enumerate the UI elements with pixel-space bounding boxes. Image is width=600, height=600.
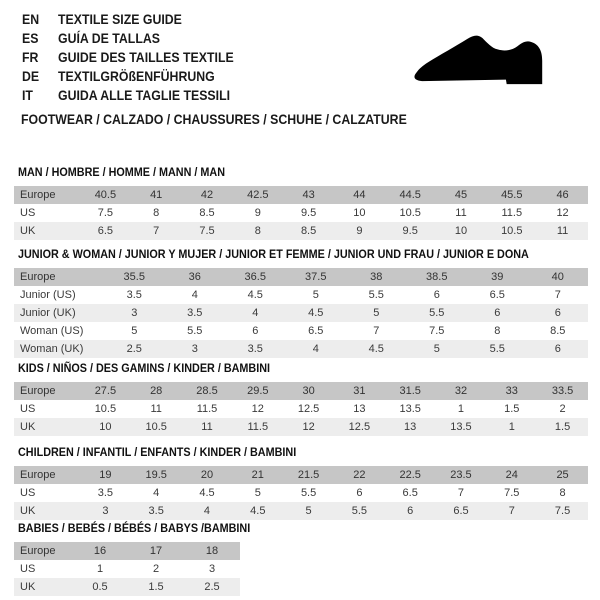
size-cell: 3.5 bbox=[247, 343, 263, 355]
section-title: KIDS / NIÑOS / DES GAMINS / KINDER / BAMBINI bbox=[18, 361, 271, 375]
size-cell: 22.5 bbox=[399, 469, 421, 481]
section-title: BABIES / BEBÉS / BÉBÉS / BABYS /BAMBINI bbox=[18, 521, 251, 535]
size-cell: 6 bbox=[407, 505, 414, 517]
language-row bbox=[22, 86, 258, 105]
size-cell: 5.5 bbox=[368, 289, 384, 301]
size-cell: 24 bbox=[505, 469, 518, 481]
size-cell: 13 bbox=[353, 403, 366, 415]
size-cell: 31.5 bbox=[399, 385, 421, 397]
language-list bbox=[22, 10, 258, 105]
size-cell: 3 bbox=[131, 307, 138, 319]
size-cell: 7.5 bbox=[504, 487, 520, 499]
size-cell: 9.5 bbox=[300, 207, 317, 219]
table-row bbox=[14, 222, 588, 240]
row-label: Europe bbox=[20, 189, 56, 201]
size-cell: 42.5 bbox=[247, 189, 269, 201]
language-label: TEXTILGRÖßENFÜHRUNG bbox=[58, 68, 215, 84]
row-label: UK bbox=[20, 421, 36, 433]
row-label: UK bbox=[20, 225, 36, 237]
size-cell: 3 bbox=[191, 343, 198, 355]
table-row bbox=[14, 204, 588, 222]
size-cell: 29.5 bbox=[247, 385, 269, 397]
size-cell: 37.5 bbox=[305, 271, 327, 283]
section-junior-woman bbox=[14, 248, 588, 358]
size-cell: 25 bbox=[556, 469, 569, 481]
table-row bbox=[14, 578, 240, 596]
size-cell: 19 bbox=[99, 469, 112, 481]
size-cell: 3.5 bbox=[148, 505, 164, 517]
size-cell: 3.5 bbox=[97, 487, 114, 499]
size-cell: 1.5 bbox=[554, 421, 571, 433]
size-cell: 23.5 bbox=[450, 469, 472, 481]
size-cell: 45.5 bbox=[501, 189, 523, 201]
size-cell: 5 bbox=[312, 289, 319, 301]
row-label: Europe bbox=[20, 469, 56, 481]
row-label: US bbox=[20, 403, 36, 415]
size-cell: 7.5 bbox=[199, 225, 215, 237]
size-cell: 3.5 bbox=[126, 289, 142, 301]
size-cell: 6 bbox=[252, 325, 259, 337]
table-row bbox=[14, 340, 588, 358]
size-cell: 16 bbox=[93, 545, 107, 557]
size-cell: 12.5 bbox=[297, 403, 320, 415]
section-title: CHILDREN / INFANTIL / ENFANTS / KINDER / BAMBINI bbox=[18, 445, 297, 459]
size-cell: 6.5 bbox=[489, 289, 505, 301]
size-cell: 6 bbox=[356, 487, 363, 499]
size-cell: 4 bbox=[203, 505, 211, 517]
size-cell: 39 bbox=[491, 271, 504, 283]
size-cell: 11 bbox=[455, 207, 467, 219]
size-cell: 4.5 bbox=[199, 487, 215, 499]
table-row bbox=[14, 466, 588, 484]
size-cell: 5.5 bbox=[429, 307, 445, 319]
size-cell: 6.5 bbox=[402, 487, 418, 499]
row-label: Woman (UK) bbox=[20, 343, 84, 355]
size-cell: 44.5 bbox=[399, 189, 421, 201]
size-cell: 32 bbox=[454, 385, 468, 397]
size-cell: 7.5 bbox=[554, 505, 571, 517]
language-row bbox=[22, 67, 258, 86]
size-cell: 21 bbox=[251, 469, 264, 481]
size-cell: 41 bbox=[150, 189, 163, 201]
row-label: UK bbox=[20, 581, 36, 593]
size-cell: 1 bbox=[508, 421, 515, 433]
size-cell: 12.5 bbox=[348, 421, 371, 433]
language-code: DE bbox=[22, 68, 40, 84]
row-label: US bbox=[20, 207, 36, 219]
size-cell: 10 bbox=[99, 421, 112, 433]
size-cell: 4 bbox=[191, 289, 198, 301]
size-cell: 10.5 bbox=[399, 207, 421, 219]
size-cell: 4 bbox=[252, 307, 259, 319]
table-row bbox=[14, 382, 588, 400]
size-cell: 22 bbox=[353, 469, 366, 481]
size-cell: 6.5 bbox=[97, 225, 114, 237]
language-label: GUIDA ALLE TAGLIE TESSILI bbox=[58, 87, 231, 103]
size-cell: 6 bbox=[554, 307, 561, 319]
size-cell: 30 bbox=[302, 385, 315, 397]
size-cell: 43 bbox=[302, 189, 315, 201]
section-children bbox=[14, 446, 588, 520]
size-cell: 13.5 bbox=[450, 421, 472, 433]
row-label: UK bbox=[20, 505, 36, 517]
size-cell: 2 bbox=[152, 563, 160, 575]
size-cell: 31 bbox=[353, 385, 366, 397]
section-kids bbox=[14, 362, 588, 436]
size-cell: 3 bbox=[208, 563, 216, 575]
size-cell: 1.5 bbox=[148, 581, 164, 593]
size-cell: 4 bbox=[312, 343, 319, 355]
size-cell: 5.5 bbox=[187, 325, 203, 337]
row-label: Junior (US) bbox=[20, 289, 76, 301]
size-cell: 8 bbox=[153, 207, 160, 219]
language-row bbox=[22, 29, 258, 48]
size-cell: 11.5 bbox=[501, 207, 523, 219]
size-cell: 10.5 bbox=[145, 421, 167, 433]
size-cell: 13.5 bbox=[399, 403, 421, 415]
table-row bbox=[14, 268, 588, 286]
size-cell: 5 bbox=[433, 343, 440, 355]
size-cell: 8 bbox=[559, 487, 566, 499]
row-label: Woman (US) bbox=[20, 325, 84, 337]
size-cell: 27.5 bbox=[94, 385, 117, 397]
size-cell: 7 bbox=[457, 487, 465, 499]
table-row bbox=[14, 542, 240, 560]
size-cell: 40 bbox=[551, 271, 564, 283]
size-table bbox=[14, 268, 588, 358]
size-cell: 1.5 bbox=[504, 403, 520, 415]
size-cell: 2.5 bbox=[204, 581, 220, 593]
size-cell: 0.5 bbox=[92, 581, 108, 593]
size-cell: 11.5 bbox=[247, 421, 269, 433]
size-cell: 36 bbox=[188, 271, 201, 283]
size-cell: 3 bbox=[102, 505, 109, 517]
size-cell: 44 bbox=[353, 189, 366, 201]
size-cell: 9 bbox=[356, 225, 363, 237]
size-cell: 21.5 bbox=[297, 469, 320, 481]
size-cell: 18 bbox=[205, 545, 219, 557]
size-cell: 11 bbox=[201, 421, 213, 433]
size-cell: 11 bbox=[556, 225, 569, 237]
size-cell: 7.5 bbox=[429, 325, 445, 337]
dress-shoe-icon bbox=[393, 26, 569, 94]
table-row bbox=[14, 186, 588, 204]
size-cell: 5.5 bbox=[489, 343, 505, 355]
section-title: JUNIOR & WOMAN / JUNIOR Y MUJER / JUNIOR ET FEMME / JUNIOR UND FRAU / JUNIOR E DONA bbox=[18, 247, 529, 261]
size-cell: 7 bbox=[508, 505, 515, 517]
size-cell: 8.5 bbox=[300, 225, 317, 237]
size-cell: 4 bbox=[153, 487, 160, 499]
size-table bbox=[14, 542, 240, 596]
row-label: US bbox=[20, 563, 36, 575]
size-cell: 35.5 bbox=[123, 271, 145, 283]
size-cell: 11.5 bbox=[196, 403, 218, 415]
size-cell: 9.5 bbox=[402, 225, 418, 237]
row-label: US bbox=[20, 487, 36, 499]
size-cell: 3.5 bbox=[187, 307, 203, 319]
size-cell: 7 bbox=[153, 225, 160, 237]
size-cell: 4.5 bbox=[250, 505, 266, 517]
size-cell: 46 bbox=[556, 189, 569, 201]
size-cell: 8 bbox=[254, 225, 261, 237]
size-cell: 6 bbox=[554, 343, 561, 355]
size-cell: 40.5 bbox=[94, 189, 117, 201]
size-cell: 6 bbox=[494, 307, 501, 319]
size-cell: 33 bbox=[505, 385, 518, 397]
size-cell: 4.5 bbox=[247, 289, 263, 301]
size-cell: 28 bbox=[150, 385, 163, 397]
size-table bbox=[14, 382, 588, 436]
size-cell: 13 bbox=[404, 421, 417, 433]
size-cell: 5.5 bbox=[300, 487, 317, 499]
size-table bbox=[14, 186, 588, 240]
size-cell: 1 bbox=[96, 563, 104, 575]
size-cell: 9 bbox=[254, 207, 261, 219]
size-cell: 8.5 bbox=[199, 207, 215, 219]
size-cell: 5 bbox=[254, 487, 261, 499]
language-code: FR bbox=[22, 49, 39, 65]
row-label: Europe bbox=[20, 385, 56, 397]
table-row bbox=[14, 418, 588, 436]
language-row bbox=[22, 10, 258, 29]
size-cell: 1 bbox=[457, 403, 465, 415]
table-row bbox=[14, 400, 588, 418]
size-cell: 12 bbox=[251, 403, 264, 415]
size-cell: 6 bbox=[433, 289, 440, 301]
language-label: TEXTILE SIZE GUIDE bbox=[58, 11, 182, 27]
size-cell: 42 bbox=[200, 189, 214, 201]
size-cell: 10 bbox=[454, 225, 468, 237]
size-cell: 2 bbox=[559, 403, 566, 415]
size-cell: 45 bbox=[454, 189, 468, 201]
size-cell: 7.5 bbox=[97, 207, 114, 219]
language-label: GUIDE DES TAILLES TEXTILE bbox=[58, 49, 234, 65]
size-cell: 8.5 bbox=[550, 325, 566, 337]
table-row bbox=[14, 286, 588, 304]
size-cell: 28.5 bbox=[196, 385, 218, 397]
size-cell: 4.5 bbox=[368, 343, 384, 355]
size-cell: 7 bbox=[554, 289, 561, 301]
language-code: IT bbox=[22, 87, 33, 103]
table-row bbox=[14, 502, 588, 520]
size-cell: 10.5 bbox=[94, 403, 117, 415]
row-label: Junior (UK) bbox=[20, 307, 76, 319]
size-table bbox=[14, 466, 588, 520]
size-cell: 7 bbox=[373, 325, 380, 337]
table-row bbox=[14, 560, 240, 578]
size-cell: 20 bbox=[200, 469, 214, 481]
size-cell: 17 bbox=[149, 545, 163, 557]
size-cell: 36.5 bbox=[244, 271, 266, 283]
section-title: MAN / HOMBRE / HOMME / MANN / MAN bbox=[18, 165, 225, 179]
size-cell: 10.5 bbox=[501, 225, 523, 237]
row-label: Europe bbox=[20, 271, 56, 283]
language-code: EN bbox=[22, 11, 40, 27]
table-row bbox=[14, 322, 588, 340]
size-cell: 5.5 bbox=[351, 505, 368, 517]
category-line: FOOTWEAR / CALZADO / CHAUSSURES / SCHUHE / CALZATURE bbox=[21, 111, 407, 127]
table-row bbox=[14, 304, 588, 322]
language-row bbox=[22, 48, 258, 67]
row-label: Europe bbox=[20, 545, 56, 557]
language-label: GUÍA DE TALLAS bbox=[58, 30, 160, 46]
size-cell: 5 bbox=[373, 307, 380, 319]
size-cell: 11 bbox=[150, 403, 162, 415]
size-cell: 4.5 bbox=[308, 307, 324, 319]
size-cell: 33.5 bbox=[551, 385, 574, 397]
size-cell: 2.5 bbox=[126, 343, 142, 355]
size-cell: 19.5 bbox=[145, 469, 167, 481]
size-cell: 12 bbox=[556, 207, 569, 219]
size-cell: 12 bbox=[302, 421, 315, 433]
size-cell: 38 bbox=[370, 271, 383, 283]
table-row bbox=[14, 484, 588, 502]
size-cell: 8 bbox=[494, 325, 501, 337]
size-cell: 10 bbox=[353, 207, 366, 219]
language-code: ES bbox=[22, 30, 39, 46]
size-cell: 5 bbox=[305, 505, 312, 517]
size-cell: 6.5 bbox=[308, 325, 324, 337]
size-cell: 5 bbox=[131, 325, 138, 337]
size-cell: 38.5 bbox=[426, 271, 448, 283]
size-cell: 6.5 bbox=[453, 505, 469, 517]
section-man bbox=[14, 166, 588, 240]
section-babies bbox=[14, 522, 276, 596]
